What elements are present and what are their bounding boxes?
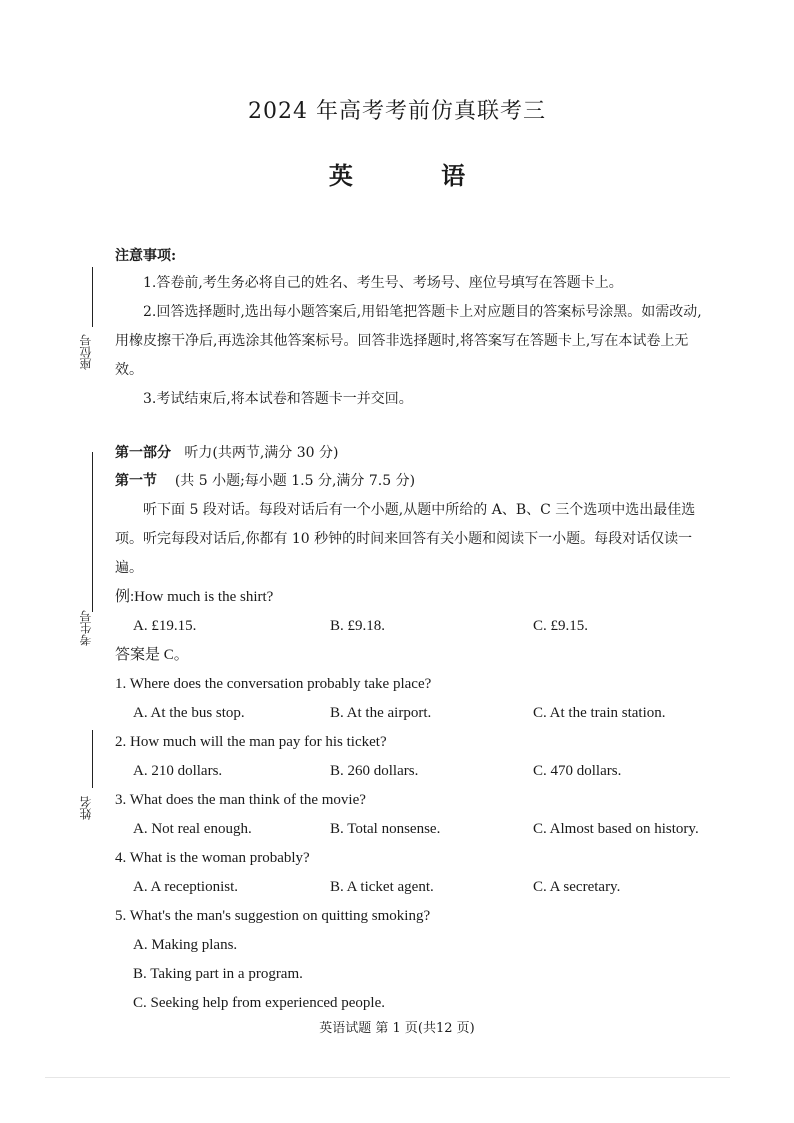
example-option-c: C. £9.15.	[533, 618, 589, 634]
q1-option-a: A. At the bus stop.	[133, 705, 245, 721]
section-heading	[115, 467, 715, 495]
question-3-options	[115, 815, 715, 844]
part-label: 第一部分	[115, 445, 171, 461]
note-item-1: 1.答卷前,考生务必将自己的姓名、考生号、考场号、座位号填写在答题卡上。	[143, 275, 623, 291]
q1-option-b: B. At the airport.	[330, 705, 432, 721]
q4-option-c: C. A secretary.	[533, 879, 621, 895]
section-instructions: 听下面 5 段对话。每段对话后有一个小题,从题中所给的 A、B、C 三个选项中选出最佳选项。听完每段对话后,你都有 10 秒钟的时间来回答有关小题和阅读下一小题。每段对话仅读一遍。	[115, 502, 696, 576]
notes-heading: 注意事项:	[115, 248, 177, 264]
q3-option-a: A. Not real enough.	[133, 821, 252, 837]
name-label: 姓名	[79, 796, 93, 820]
question-4-options	[115, 873, 715, 902]
section-label: 第一节	[115, 473, 157, 489]
q2-option-a: A. 210 dollars.	[133, 763, 223, 779]
exam-title: 2024 年高考考前仿真联考三	[248, 99, 546, 124]
page-footer: 英语试题 第 1 页(共12 页)	[319, 1021, 475, 1036]
exam-number-line	[92, 452, 93, 612]
question-2-options	[115, 757, 715, 786]
question-1-options	[115, 699, 715, 728]
seat-number-label: 座位号	[79, 334, 93, 370]
q4-option-a: A. A receptionist.	[133, 879, 238, 895]
questions-block	[115, 583, 715, 1018]
q4-option-b: B. A ticket agent.	[330, 879, 434, 895]
part-heading	[115, 439, 715, 467]
section-title: (共 5 小题;每小题 1.5 分,满分 7.5 分)	[174, 473, 416, 489]
example-option-a: A. £19.15.	[133, 618, 197, 634]
name-line	[92, 730, 93, 788]
notes-list	[115, 269, 715, 414]
example-answer: 答案是 C。	[115, 647, 189, 663]
q2-option-c: C. 470 dollars.	[533, 763, 622, 779]
q3-option-b: B. Total nonsense.	[330, 821, 441, 837]
question-3: 3. What does the man think of the movie?	[115, 792, 366, 808]
q1-option-c: C. At the train station.	[533, 705, 666, 721]
seat-number-line	[92, 267, 93, 327]
note-item-2: 2.回答选择题时,选出每小题答案后,用铅笔把答题卡上对应题目的答案标号涂黑。如需改动,用橡皮擦干净后,再选涂其他答案标号。回答非选择题时,将答案写在答题卡上,写在本试卷上无效。	[115, 304, 702, 378]
note-item-3: 3.考试结束后,将本试卷和答题卡一并交回。	[143, 391, 413, 407]
question-1: 1. Where does the conversation probably take place?	[115, 676, 432, 692]
part-title: 听力(共两节,满分 30 分)	[184, 445, 339, 461]
q2-option-b: B. 260 dollars.	[330, 763, 419, 779]
example-question: 例:How much is the shirt?	[115, 589, 274, 605]
example-option-b: B. £9.18.	[330, 618, 386, 634]
bottom-divider	[45, 1077, 730, 1078]
q5-option-a: A. Making plans.	[133, 937, 238, 953]
q5-option-c: C. Seeking help from experienced people.	[133, 995, 385, 1011]
question-2: 2. How much will the man pay for his ticket?	[115, 734, 387, 750]
question-5: 5. What's the man's suggestion on quitting smoking?	[115, 908, 431, 924]
example-options	[115, 612, 715, 641]
question-4: 4. What is the woman probably?	[115, 850, 310, 866]
q5-option-b: B. Taking part in a program.	[133, 966, 303, 982]
subject-title: 英 语	[328, 161, 506, 190]
q3-option-c: C. Almost based on history.	[533, 821, 699, 837]
exam-number-label: 考生号	[79, 610, 93, 646]
